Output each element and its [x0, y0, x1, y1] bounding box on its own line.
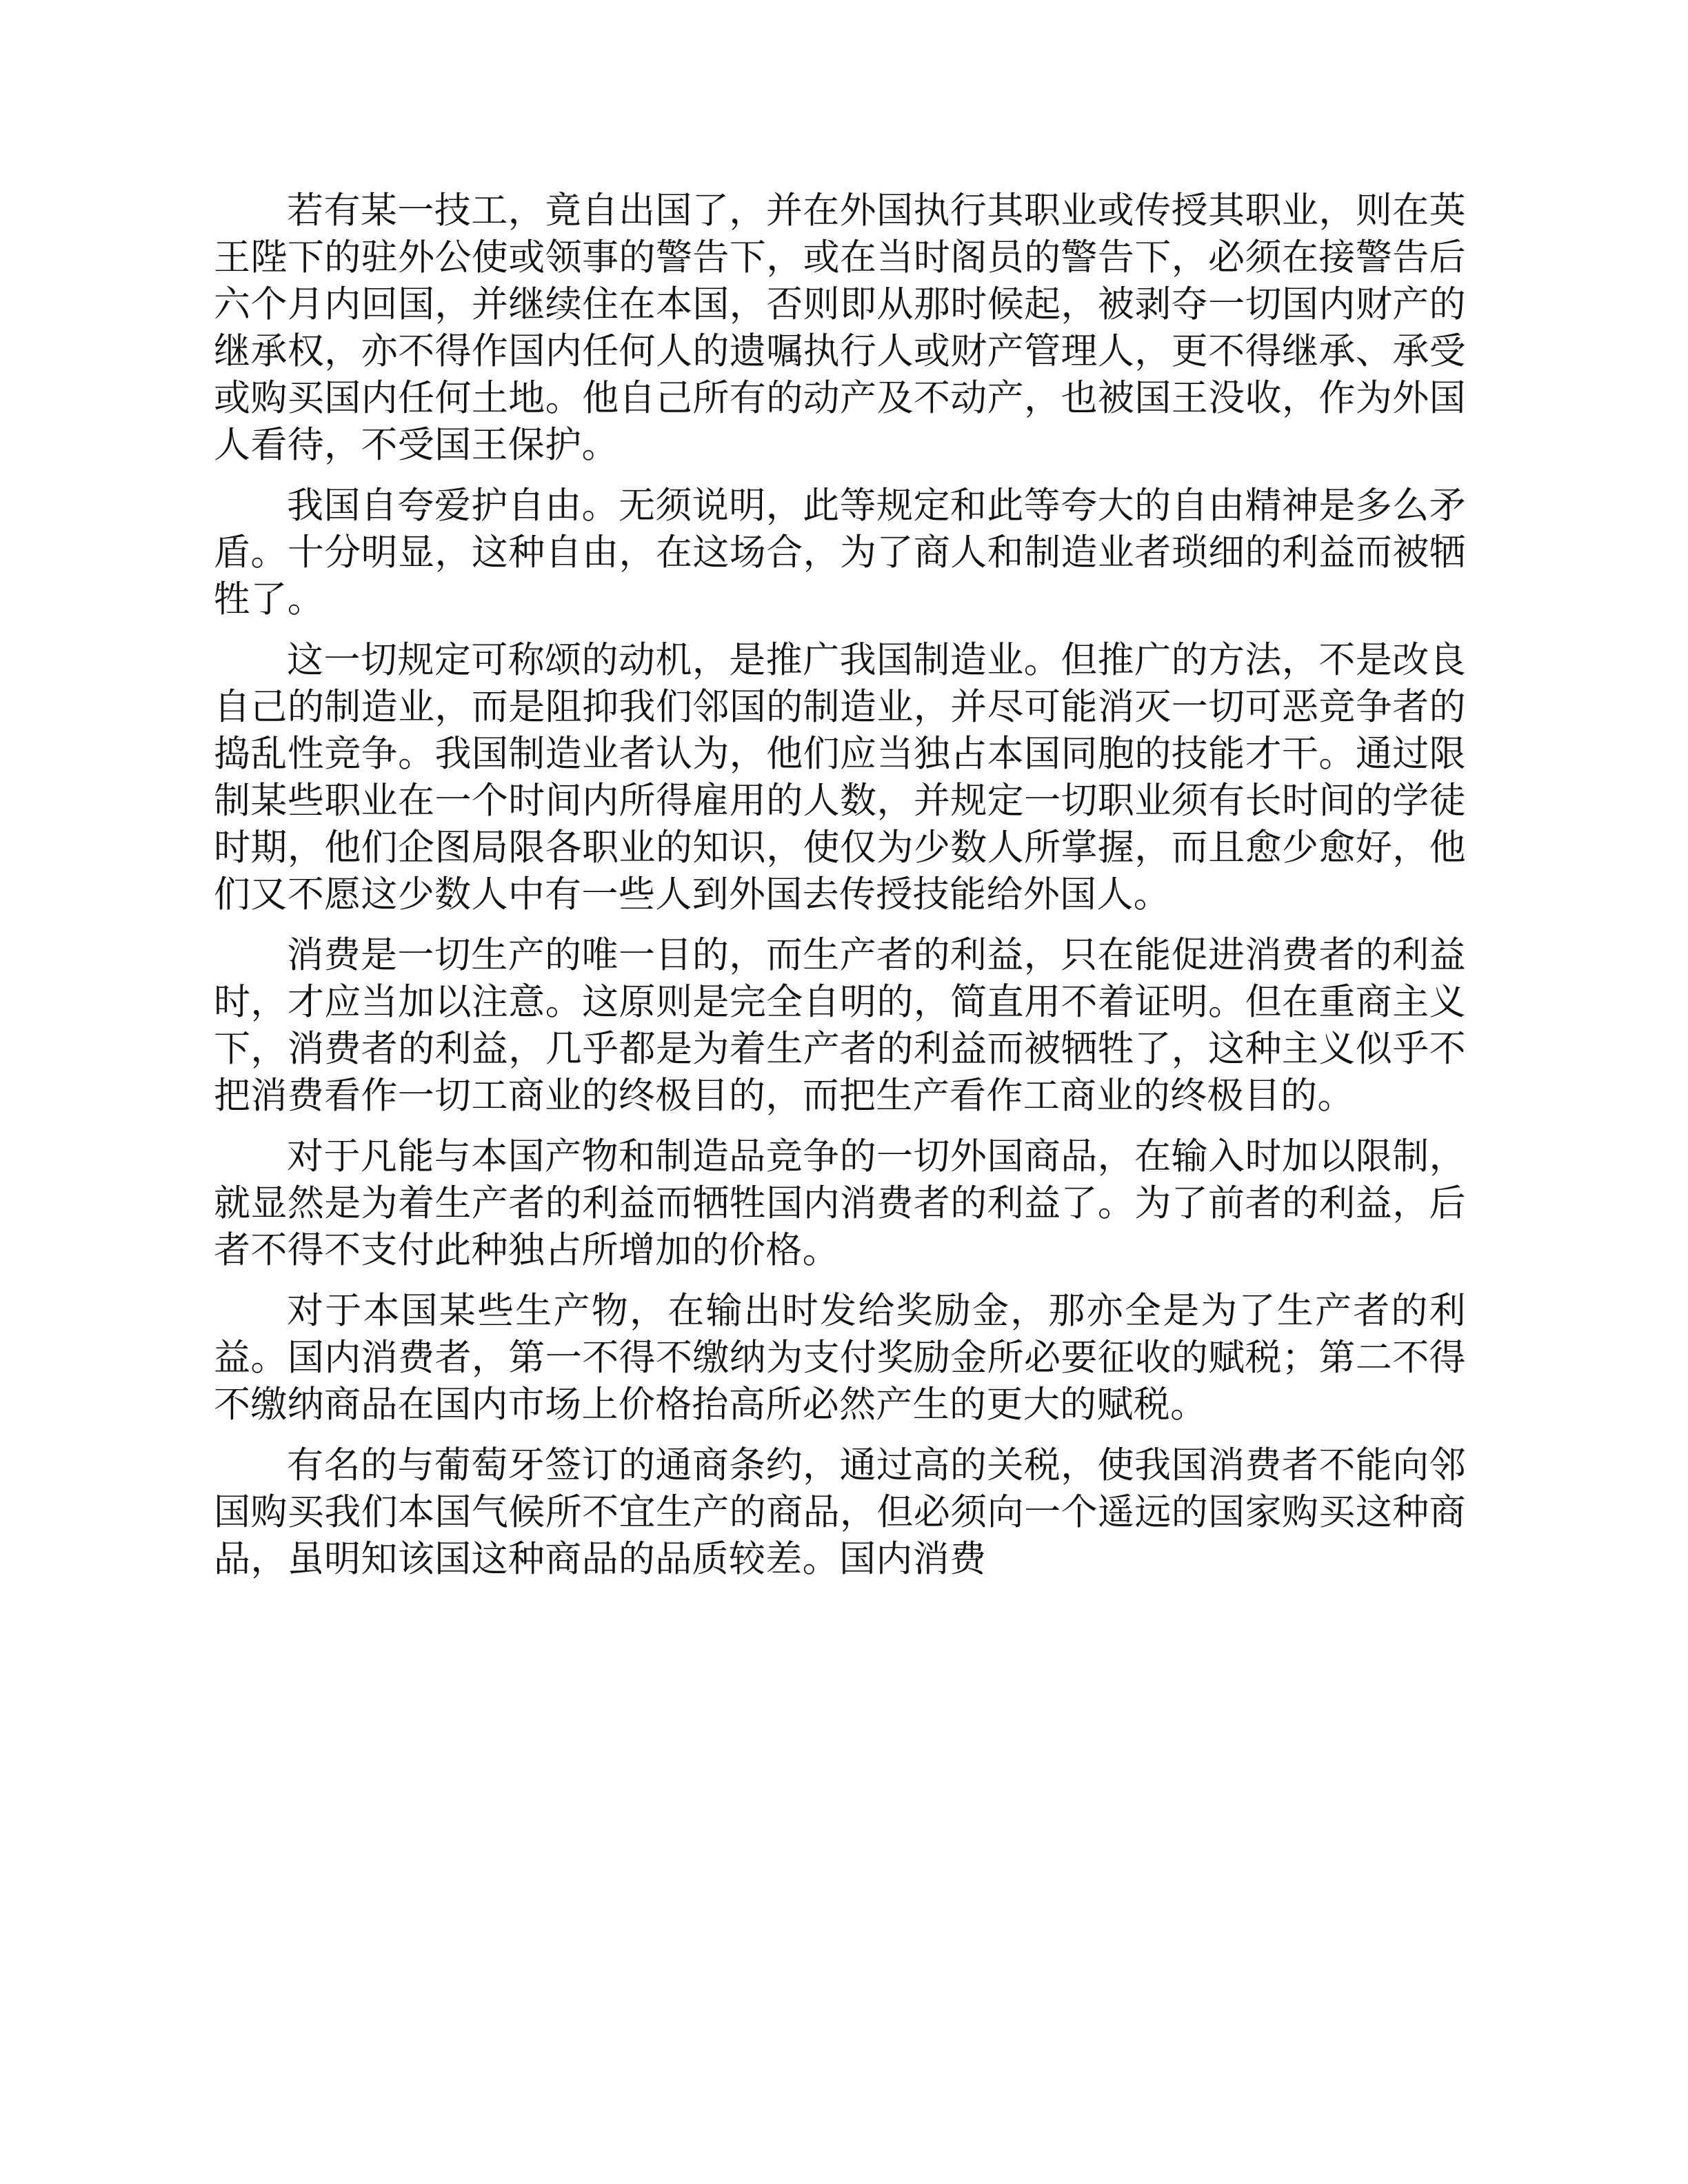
paragraph-5: 对于凡能与本国产物和制造品竞争的一切外国商品，在输入时加以限制，就显然是为着生产者的利益而牺牲国内消费者的利益了。为了前者的利益，后者不得不支付此种独占所增加的价格。 [214, 1135, 1466, 1271]
paragraph-7: 有名的与葡萄牙签订的通商条约，通过高的关税，使我国消费者不能向邻国购买我们本国气候所不宜生产的商品，但必须向一个遥远的国家购买这种商品，虽明知该国这种商品的品质较差。国内消费 [214, 1444, 1466, 1580]
paragraph-2: 我国自夸爱护自由。无须说明，此等规定和此等夸大的自由精神是多么矛盾。十分明显，这种自由，在这场合，为了商人和制造业者琐细的利益而被牺牲了。 [214, 485, 1466, 620]
paragraph-6: 对于本国某些生产物，在输出时发给奖励金，那亦全是为了生产者的利益。国内消费者，第一不得不缴纳为支付奖励金所必要征收的赋税；第二不得不缴纳商品在国内市场上价格抬高所必然产生的更大的赋税。 [214, 1290, 1466, 1426]
paragraph-1: 若有某一技工，竟自出国了，并在外国执行其职业或传授其职业，则在英王陛下的驻外公使或领事的警告下，或在当时阁员的警告下，必须在接警告后六个月内回国，并继续住在本国，否则即从那时候起，被剥夺一切国内财产的继承权，亦不得作国内任何人的遗嘱执行人或财产管理人，更不得继承、承受或购买国内任何土地。他自己所有的动产及不动产，也被国王没收，作为外国人看待，不受国王保护。 [214, 190, 1466, 466]
paragraph-4: 消费是一切生产的唯一目的，而生产者的利益，只在能促进消费者的利益时，才应当加以注意。这原则是完全自明的，简直用不着证明。但在重商主义下，消费者的利益，几乎都是为着生产者的利益而被牺牲了，这种主义似乎不把消费看作一切工商业的终极目的，而把生产看作工商业的终极目的。 [214, 934, 1466, 1117]
document-page [214, 188, 1466, 1597]
paragraph-3: 这一切规定可称颂的动机，是推广我国制造业。但推广的方法，不是改良自己的制造业，而是阻抑我们邻国的制造业，并尽可能消灭一切可恶竞争者的捣乱性竞争。我国制造业者认为，他们应当独占本国同胞的技能才干。通过限制某些职业在一个时间内所得雇用的人数，并规定一切职业须有长时间的学徒时期，他们企图局限各职业的知识，使仅为少数人所掌握，而且愈少愈好，他们又不愿这少数人中有一些人到外国去传授技能给外国人。 [214, 639, 1466, 916]
